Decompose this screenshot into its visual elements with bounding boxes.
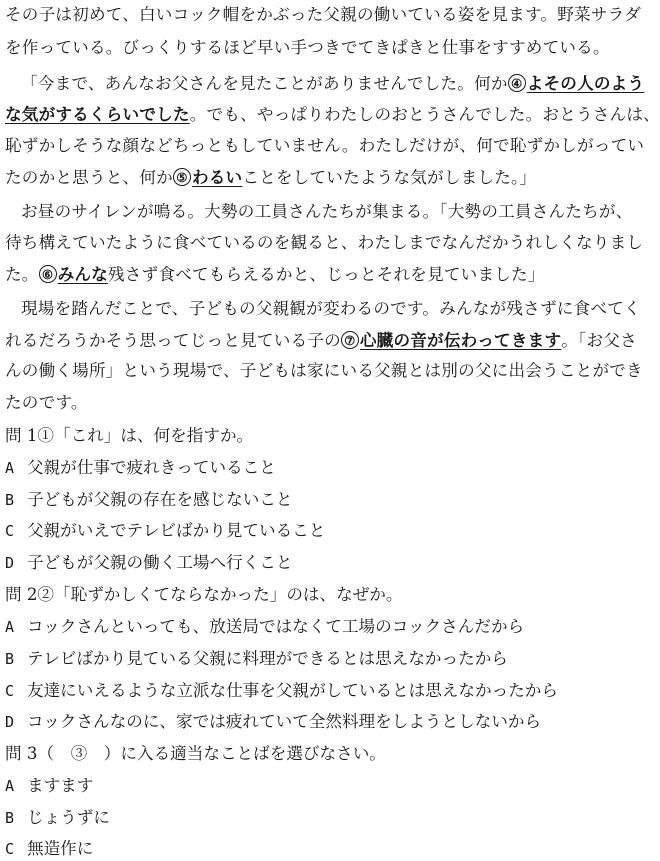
option-text: 父親がいえでテレビばかり見ていること xyxy=(27,521,326,540)
option-text: コックさんといっても、放送局ではなくて工場のコックさんだから xyxy=(27,617,525,636)
passage-text: れるだろうかそう思ってじっと見ている子の xyxy=(5,331,341,350)
passage-line-7: お昼のサイレンが鳴る。大勢の工員さんたちが集まる。「大勢の工員さんたちが、 xyxy=(21,202,633,221)
option-text: 無造作に xyxy=(27,839,94,858)
passage-line-3 xyxy=(21,72,645,94)
option-text: 友達にいえるような立派な仕事を父親がしているとは思えなかったから xyxy=(27,681,558,700)
option-letter: A xyxy=(5,777,15,795)
option-text: じょうずに xyxy=(27,808,110,827)
passage-line-6 xyxy=(5,166,625,188)
passage-line-2: を作っている。びっくりするほど早い手つきでてきぱきと仕事をすすめている。 xyxy=(5,38,610,57)
passage-text: 。「お父さ xyxy=(561,331,637,350)
underlined-phrase-4b: な気がするくらいでした xyxy=(5,104,190,124)
quote-text: 「今まで、あんなお父さんを見たことがありませんでした。何か xyxy=(21,74,508,93)
marker-4: ④ xyxy=(508,74,526,92)
option-text: コックさんなのに、家では疲れていて全然料理をしようとしないから xyxy=(27,712,542,731)
question-2-label: 問 2②「恥ずかしくてならなかった」のは、なぜか。 xyxy=(5,585,403,604)
passage-line-4 xyxy=(5,103,660,125)
underlined-phrase-4a: よその人のよう xyxy=(526,73,645,93)
passage-text: 残さず食べてもらえるかと、じっとそれを見ていました」 xyxy=(107,265,545,284)
option-letter: D xyxy=(5,713,15,731)
underlined-phrase-5: わるい xyxy=(191,167,243,187)
marker-5: ⑤ xyxy=(173,168,191,186)
question-3-label xyxy=(5,743,386,765)
q1-option-d[interactable] xyxy=(5,552,293,574)
q2-option-d[interactable] xyxy=(5,711,541,733)
option-letter: D xyxy=(5,554,15,572)
passage-line-1: その子は初めて、白いコック帽をかぶった父親の働いている姿を見ます。野菜サラダ xyxy=(5,5,642,24)
passage-text: 。でも、やっぱりわたしのおとうさんでした。おとうさんは、 xyxy=(189,105,660,124)
option-letter: B xyxy=(5,491,15,509)
option-letter: C xyxy=(5,682,15,700)
passage-line-13: たのです。 xyxy=(5,393,88,412)
option-letter: B xyxy=(5,809,15,827)
answer-blank-3: （ ③ ） xyxy=(37,744,121,763)
passage-text: たのかと思うと、何か xyxy=(5,168,173,187)
passage-text: た。 xyxy=(5,265,39,284)
option-letter: A xyxy=(5,459,15,477)
q1-option-b[interactable] xyxy=(5,489,293,511)
q3-option-c[interactable] xyxy=(5,838,93,860)
passage-line-5: 恥ずかしそうな顔などちっともしていません。わたしだけが、何で恥ずかしがってい xyxy=(5,136,645,155)
q2-option-c[interactable] xyxy=(5,680,558,702)
marker-6: ⑥ xyxy=(39,265,57,283)
option-text: 子どもが父親の存在を感じないこと xyxy=(27,490,293,509)
passage-line-10: 現場を踏んだことで、子どもの父親観が変わるのです。みんなが残さずに食べてく xyxy=(21,299,641,318)
q3-option-a[interactable] xyxy=(5,775,93,797)
q1-option-a[interactable] xyxy=(5,457,276,479)
marker-7: ⑦ xyxy=(341,331,359,349)
q2-option-a[interactable] xyxy=(5,616,524,638)
q1-option-c[interactable] xyxy=(5,520,325,542)
option-text: 子どもが父親の働く工場へ行くこと xyxy=(27,553,293,572)
question-1-label: 問 1①「これ」は、何を指すか。 xyxy=(5,426,254,445)
option-letter: C xyxy=(5,522,15,540)
q2-option-b[interactable] xyxy=(5,648,508,670)
option-letter: A xyxy=(5,618,15,636)
passage-text: ことをしていたような気がしました。」 xyxy=(242,168,537,187)
option-text: 父親が仕事で疲れきっていること xyxy=(27,458,276,477)
option-text: ますます xyxy=(27,776,94,795)
passage-line-8: 待ち構えていたように食べているのを観ると、わたしまでなんだかうれしくなりまし xyxy=(5,233,644,252)
q3-option-b[interactable] xyxy=(5,807,110,829)
option-letter: C xyxy=(5,840,15,858)
underlined-phrase-7: 心臓の音が伝わってきます xyxy=(359,330,562,350)
passage-line-11 xyxy=(5,329,637,351)
option-text: テレビばかり見ている父親に料理ができるとは思えなかったから xyxy=(27,649,508,668)
passage-line-12: んの働く場所」という現場で、子どもは家にいる父親とは別の父に出会うことができ xyxy=(5,361,643,380)
option-letter: B xyxy=(5,650,15,668)
question-text: に入る適当なことばを選びなさい。 xyxy=(120,744,386,763)
question-number: 問 3 xyxy=(5,744,38,763)
underlined-phrase-6: みんな xyxy=(57,264,108,284)
passage-line-9 xyxy=(5,263,625,285)
